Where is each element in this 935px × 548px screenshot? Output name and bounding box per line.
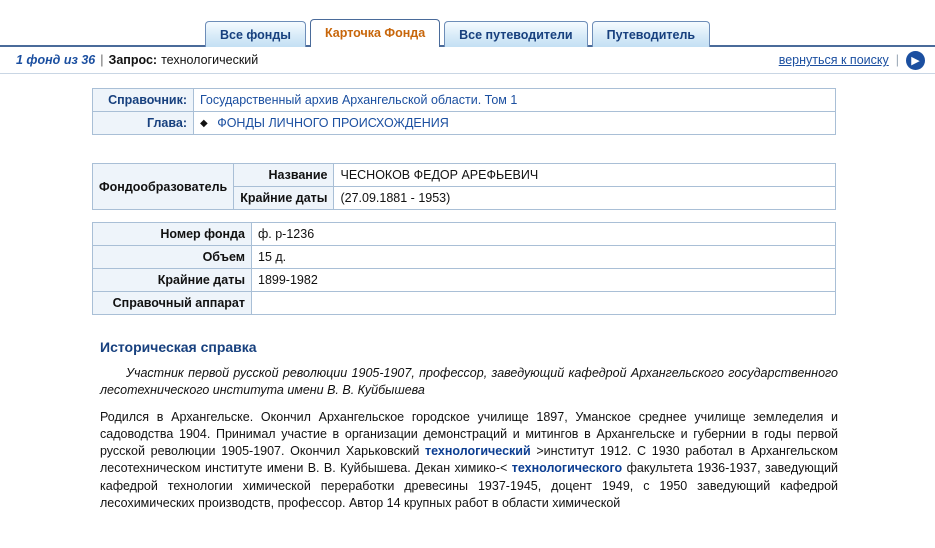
chapter-label: Глава: [93,112,194,135]
table-row [93,223,836,246]
spacer [92,210,885,222]
body-text-part3: факультета 1936-1937, заведующий кафедрой технологии химической переработки древесины 1937-1945, доцент 1949, с 1950 заведующий кафедрой лесохимических производств, профессор. Автор 14 крупных работ в области химической [100,461,838,510]
chapter-value-cell [194,112,836,135]
query-separator: | [100,53,104,67]
highlighted-term-2: технологического [511,461,623,476]
table-row [93,292,836,315]
founder-name-label: Название [234,164,334,187]
query-value: технологический [161,53,259,67]
guide-label: Справочник: [93,89,194,112]
fund-apparatus-value [252,292,836,315]
query-label: Запрос: [108,53,158,67]
fund-volume-label: Объем [93,246,252,269]
reference-table [92,88,836,135]
tab-all-guides[interactable]: Все путеводители [444,21,587,47]
query-bar [0,47,935,74]
body-text-part2: >институт 1912. С 1930 работал в Архангельском лесотехническом институте имени В. В. Куйбышева. Декан химико-< [100,444,838,476]
founder-dates-label: Крайние даты [234,187,334,210]
next-arrow-icon[interactable]: ▶ [906,51,925,70]
table-row [93,269,836,292]
table-row [93,164,836,187]
tab-fund-card[interactable]: Карточка Фонда [310,19,440,47]
table-row [93,112,836,135]
fund-dates-label: Крайние даты [93,269,252,292]
fund-details-table [92,222,836,315]
highlighted-term-1: технологический [425,444,531,458]
spacer [92,135,885,163]
tab-guide[interactable]: Путеводитель [592,21,710,47]
table-row [93,89,836,112]
body-text-part1: Родился в Архангельске. Окончил Архангельское городское училище 1897, Уманское среднее училище земледелия и садоводства 1904. Принимал участие в организации демонстраций и митингов в Архангельске и губернии в годы первой русской революции 1905-1907. Окончил Харьковский [100,409,838,458]
back-to-search-link[interactable]: вернуться к поиску [778,53,889,67]
historical-note-title: Историческая справка [100,339,257,355]
tab-all-funds[interactable]: Все фонды [205,21,306,47]
fund-number-label: Номер фонда [93,223,252,246]
query-actions [779,51,925,70]
fund-volume-value: 15 д. [252,246,836,269]
table-row [93,246,836,269]
fund-apparatus-label: Справочный аппарат [93,292,252,315]
historical-note-lead: Участник первой русской революции 1905-1907, профессор, заведующий кафедрой Архангельского государственного лесотехнического института имени В. В. Куйбышева [100,366,838,398]
tab-bar [0,0,935,47]
chapter-link[interactable]: ФОНДЫ ЛИЧНОГО ПРОИСХОЖДЕНИЯ [217,116,449,130]
founder-table [92,163,836,210]
fund-dates-value: 1899-1982 [252,269,836,292]
tab-list [205,17,710,45]
action-divider: | [895,53,899,67]
guide-value: Государственный архив Архангельской области. Том 1 [194,89,836,112]
historical-note-body [100,409,838,513]
content-area [0,74,935,512]
fund-number-value: ф. р-1236 [252,223,836,246]
diamond-bullet-icon: ◆ [200,118,208,129]
founder-name-value: ЧЕСНОКОВ ФЕДОР АРЕФЬЕВИЧ [334,164,836,187]
founder-dates-value: (27.09.1881 - 1953) [334,187,836,210]
result-count: 1 фонд из 36 [16,53,96,67]
founder-row-label: Фондообразователь [93,164,234,210]
